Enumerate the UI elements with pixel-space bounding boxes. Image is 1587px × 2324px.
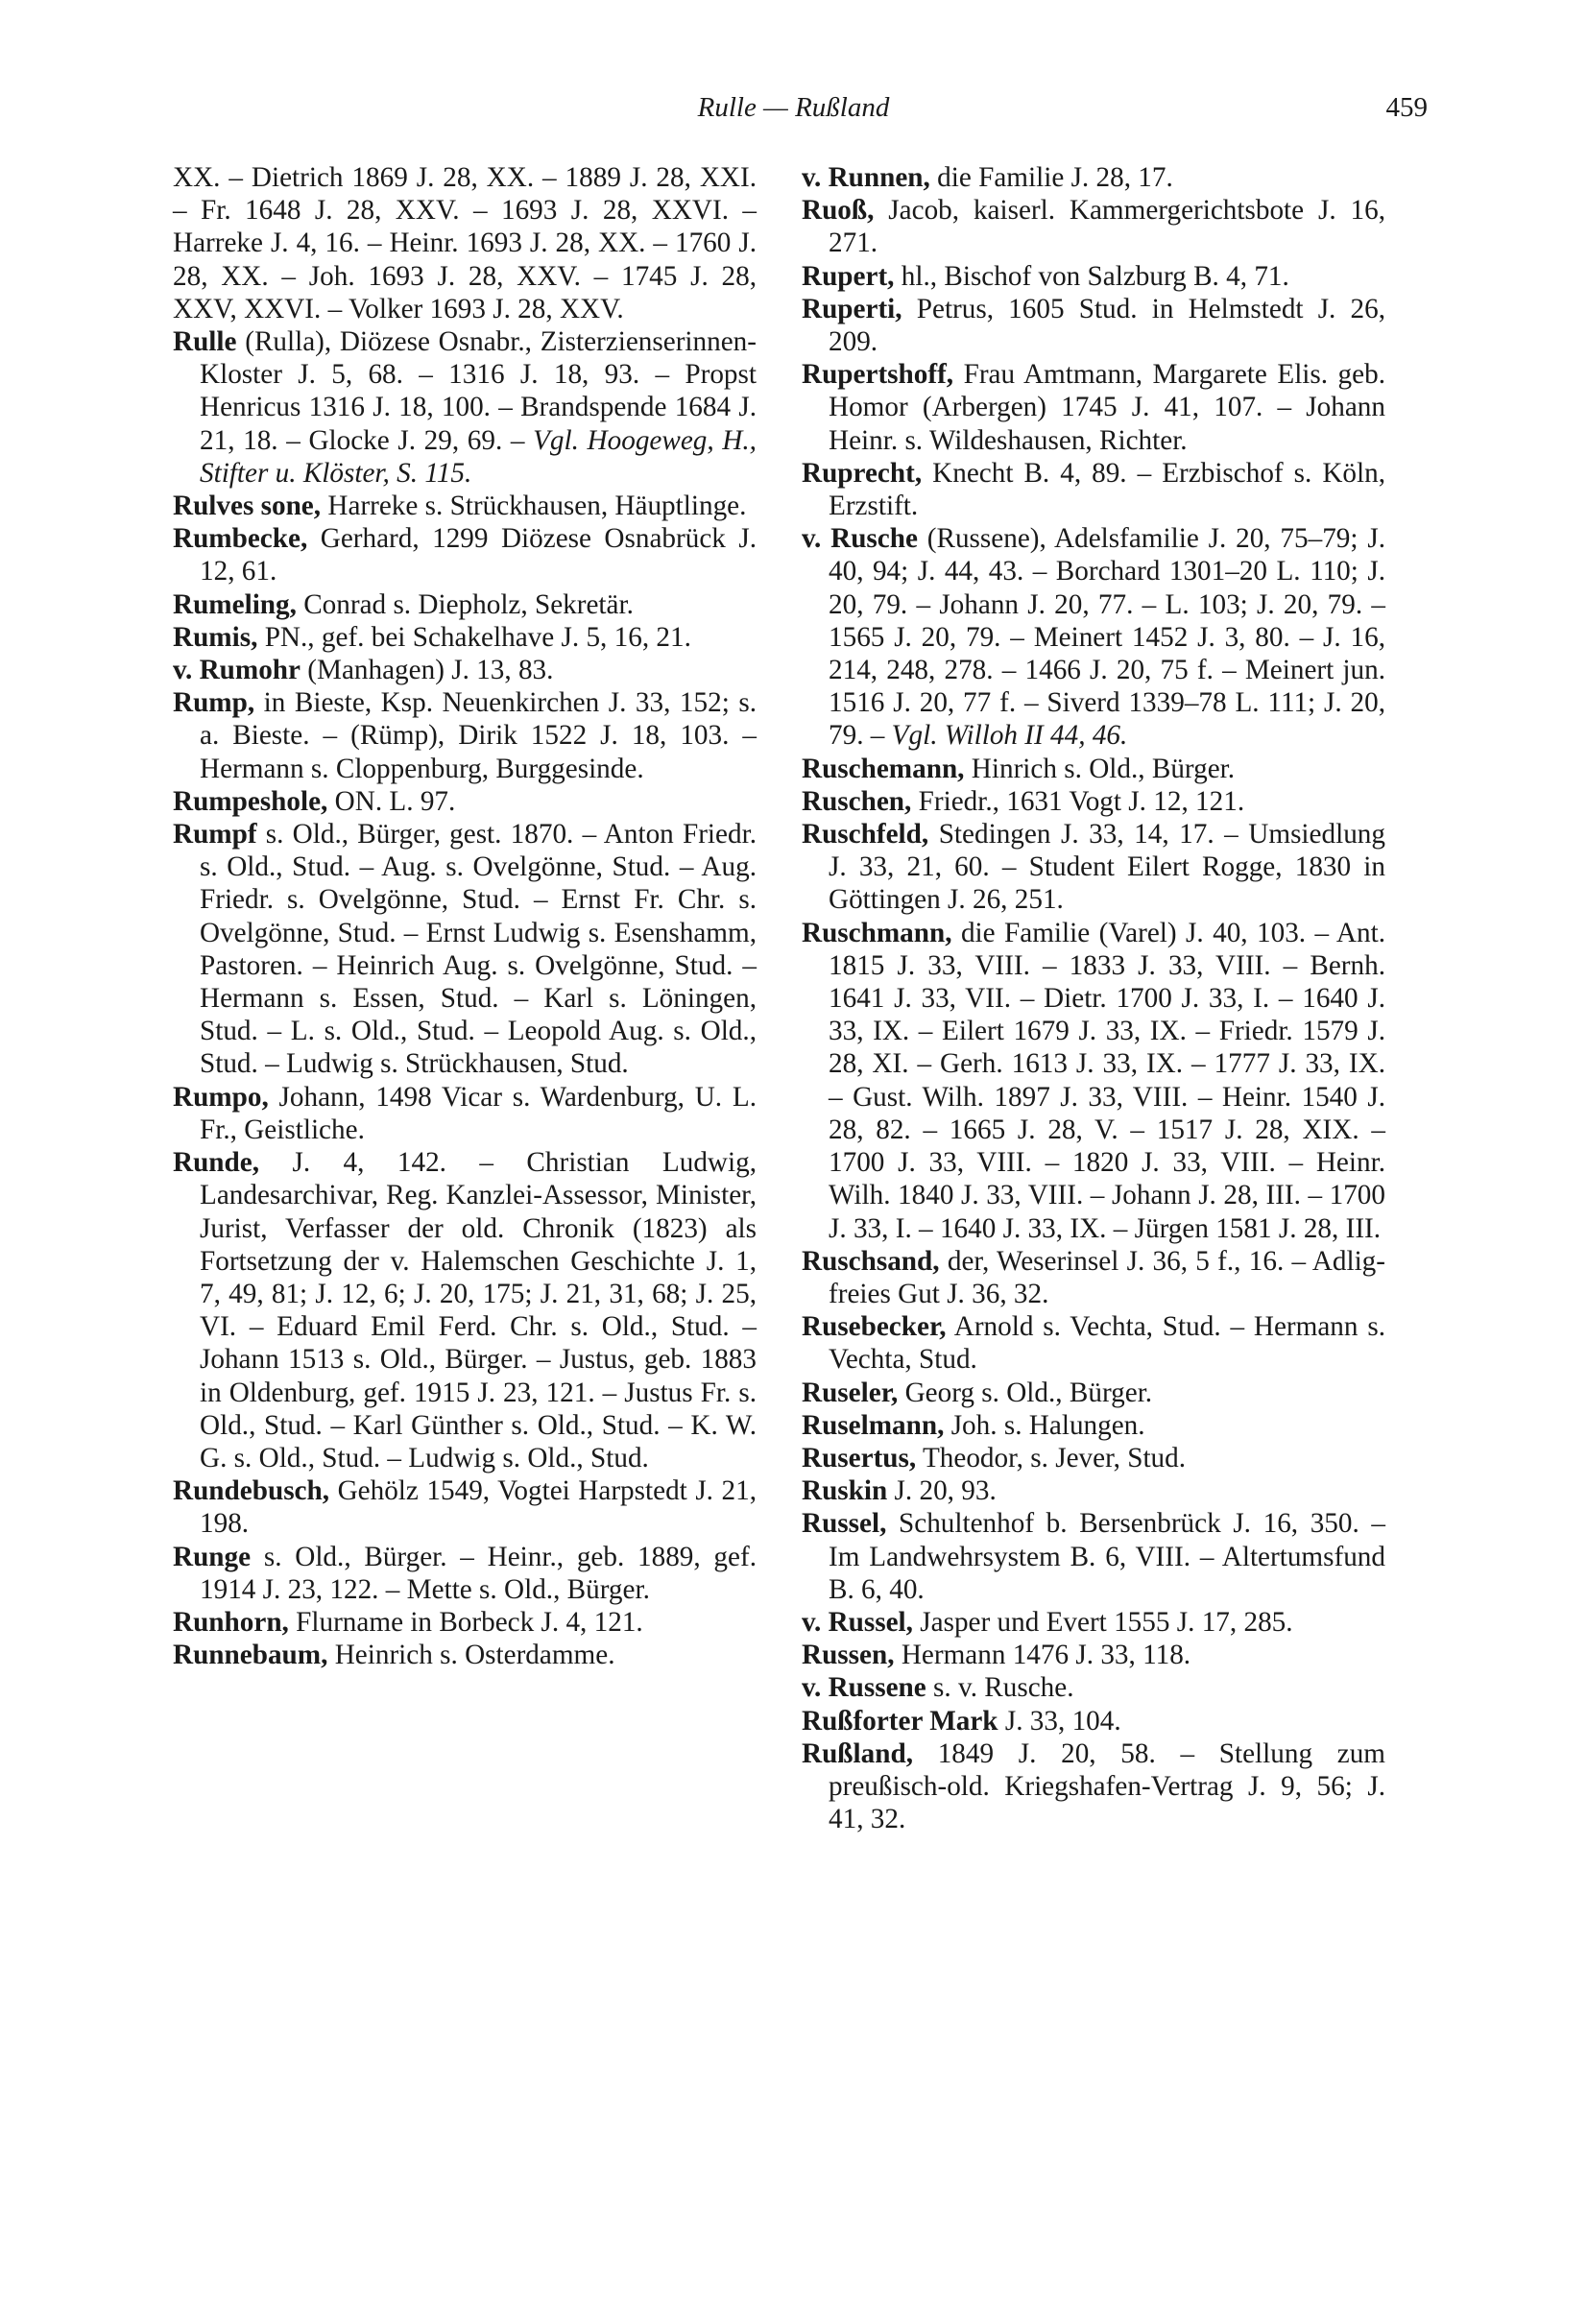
index-entry <box>802 753 1385 785</box>
index-entry <box>802 358 1385 457</box>
entry-text: s. Old., Bürger. – Heinr., geb. 1889, gef. 1914 J. 23, 122. – Mette s. Old., Bürger. <box>200 1541 757 1605</box>
entry-text: die Familie J. 28, 17. <box>929 162 1173 193</box>
entry-headword: Rupertshoff, <box>802 359 954 391</box>
index-entry <box>802 917 1385 1245</box>
entry-headword: Ruskin <box>802 1475 888 1507</box>
index-entry <box>802 522 1385 752</box>
entry-text: der, Weserinsel J. 36, 5 f., 16. – Adlig-freies Gut J. 36, 32. <box>829 1245 1385 1309</box>
index-entry <box>802 260 1385 293</box>
entry-text: (Russene), Adelsfamilie J. 20, 75–79; J. 40, 94; J. 44, 43. – Borchard 1301–20 L. 110; J. 20, 79. – Johann J. 20, 77. – L. 103; J. 20, 79. – 1565 J. 20, 79. – Meinert 1452 J. 3, 80. – J. 16, 214, 248, 278. – 1466 J. 20, 75 f. – Meinert jun. 1516 J. 20, 77 f. – Siverd 1339–78 L. 111; J. 20, 79. – <box>829 523 1385 752</box>
entry-text: J. 33, 104. <box>998 1705 1121 1737</box>
entry-text: Georg s. Old., Bürger. <box>898 1377 1153 1408</box>
entry-headword: Rumpf <box>173 819 257 851</box>
index-entry <box>802 1474 1385 1507</box>
right-column <box>802 161 1385 1835</box>
entry-text: Frau Amtmann, Margarete Elis. geb. Homor (Arbergen) 1745 J. 41, 107. – Johann Heinr. s. Wildeshausen, Richter. <box>829 359 1385 456</box>
index-entry <box>802 1639 1385 1671</box>
entry-text: Friedr., 1631 Vogt J. 12, 121. <box>911 785 1245 817</box>
entry-headword: Ruselmann, <box>802 1409 945 1441</box>
entry-headword: Rupert, <box>802 260 895 292</box>
entry-text: Theodor, s. Jever, Stud. <box>916 1442 1187 1473</box>
page-number: 459 <box>1385 92 1428 123</box>
entry-headword: Runde, <box>173 1147 260 1179</box>
index-entry <box>173 1081 757 1146</box>
entry-headword: Ruschen, <box>802 785 912 817</box>
entry-text: XX. – Dietrich 1869 J. 28, XX. – 1889 J. 28, XXI. – Fr. 1648 J. 28, XXV. – 1693 J. 28, XXVI. – Harreke J. 4, 16. – Heinr. 1693 J. 28, XX. – 1760 J. 28, XX. – Joh. 1693 J. 28, XXV. – 1745 J. 28, XXV, XXVI. – Volker 1693 J. 28, XXV. <box>173 162 757 324</box>
index-entry <box>802 1737 1385 1836</box>
entry-text: (Rulla), Diözese Osnabr., Zisterzienserinnen-Kloster J. 5, 68. – 1316 J. 18, 93. – Propst Henricus 1316 J. 18, 100. – Brandspende 1684 J. 21, 18. – Glocke J. 29, 69. – <box>200 326 757 456</box>
index-entry <box>173 1146 757 1474</box>
index-entry <box>802 293 1385 358</box>
entry-text: Knecht B. 4, 89. – Erzbischof s. Köln, Erzstift. <box>829 457 1385 522</box>
index-entry <box>802 785 1385 818</box>
entry-headword: Rundebusch, <box>173 1475 330 1507</box>
index-entry <box>802 161 1385 194</box>
index-entry <box>802 1409 1385 1442</box>
index-entry <box>173 686 757 785</box>
entry-headword: Rumpo, <box>173 1081 269 1113</box>
entry-headword: Rumbecke, <box>173 523 308 555</box>
entry-headword: Runnebaum, <box>173 1640 328 1671</box>
entry-headword: Ruperti, <box>802 293 902 324</box>
entry-headword: Rumpeshole, <box>173 785 328 817</box>
index-entry <box>802 1671 1385 1704</box>
index-entry <box>173 490 757 522</box>
entry-headword: Rusertus, <box>802 1442 917 1473</box>
entry-text: Gerhard, 1299 Diözese Osnabrück J. 12, 61. <box>200 523 757 587</box>
entry-text: Jacob, kaiserl. Kammergerichtsbote J. 16, 271. <box>829 195 1385 259</box>
entry-headword: Ruschmann, <box>802 917 952 948</box>
index-entry <box>802 1377 1385 1409</box>
entry-headword: Rußforter Mark <box>802 1705 998 1737</box>
entry-text: Harreke s. Strückhausen, Häuptlinge. <box>321 491 747 522</box>
entry-headword: Ruoß, <box>802 195 875 227</box>
entry-text: s. v. Rusche. <box>926 1672 1074 1704</box>
entry-headword: v. Rusche <box>802 523 918 555</box>
entry-reference: Vgl. Hoogeweg, H., Stifter u. Klöster, S. 115. <box>200 424 757 489</box>
entry-text: in Bieste, Ksp. Neuenkirchen J. 33, 152; s. a. Bieste. – (Rümp), Dirik 1522 J. 18, 103. – Hermann s. Cloppenburg, Burggesinde. <box>200 687 757 784</box>
entry-text: 1849 J. 20, 58. – Stellung zum preußisch-old. Kriegshafen-Vertrag J. 9, 56; J. 41, 32. <box>829 1737 1385 1835</box>
entry-headword: Ruseler, <box>802 1377 899 1408</box>
entry-text: Hermann 1476 J. 33, 118. <box>894 1640 1191 1671</box>
entry-headword: Rulle <box>173 326 237 358</box>
entry-text: Jasper und Evert 1555 J. 17, 285. <box>912 1606 1293 1638</box>
index-entry <box>802 1705 1385 1737</box>
index-entry <box>173 621 757 654</box>
index-entry <box>802 818 1385 917</box>
index-entry <box>173 325 757 490</box>
entry-headword: Ruprecht, <box>802 457 923 489</box>
index-entry <box>173 161 757 325</box>
entry-headword: Russen, <box>802 1640 895 1671</box>
entry-headword: Russel, <box>802 1508 887 1540</box>
entry-text: hl., Bischof von Salzburg B. 4, 71. <box>894 260 1289 292</box>
entry-headword: Runge <box>173 1541 252 1572</box>
entry-text: Flurname in Borbeck J. 4, 121. <box>288 1606 643 1638</box>
entry-headword: Rulves sone, <box>173 491 322 522</box>
page-header <box>0 92 1587 131</box>
entry-text: Gehölz 1549, Vogtei Harpstedt J. 21, 198. <box>200 1475 757 1540</box>
index-entry <box>802 1310 1385 1376</box>
entry-headword: Ruschemann, <box>802 753 965 784</box>
index-entry <box>173 522 757 587</box>
index-entry <box>802 1606 1385 1639</box>
entry-headword: Ruschsand, <box>802 1245 940 1277</box>
entry-text: Schultenhof b. Bersenbrück J. 16, 350. – Im Landwehrsystem B. 6, VIII. – Altertumsfund B. 6, 40. <box>829 1508 1385 1605</box>
entry-text: (Manhagen) J. 13, 83. <box>300 655 554 686</box>
index-entry <box>173 654 757 686</box>
entry-headword: Rumis, <box>173 621 258 653</box>
index-entry <box>173 588 757 621</box>
entry-text: ON. L. 97. <box>327 785 456 817</box>
entry-headword: Rusebecker, <box>802 1311 947 1343</box>
entry-headword: v. Rumohr <box>173 655 301 686</box>
entry-headword: v. Russel, <box>802 1606 913 1638</box>
entry-reference: Vgl. Willoh II 44, 46. <box>891 720 1128 752</box>
index-entry <box>173 1606 757 1639</box>
entry-text: J. 20, 93. <box>887 1475 997 1507</box>
entry-headword: Rußland, <box>802 1737 914 1769</box>
entry-text: s. Old., Bürger, gest. 1870. – Anton Friedr. s. Old., Stud. – Aug. s. Ovelgönne, Stud. – Aug. Friedr. s. Ovelgönne, Stud. – Ernst Fr. Chr. s. Ovelgönne, Stud. – Ernst Ludwig s. Esenshamm, Pastoren. – Heinrich Aug. s. Ovelgönne, Stud. – Hermann s. Essen, Stud. – Karl s. Löningen, Stud. – L. s. Old., Stud. – Leopold Aug. s. Old., Stud. – Ludwig s. Strückhausen, Stud. <box>200 819 757 1080</box>
entry-text: Petrus, 1605 Stud. in Helmstedt J. 26, 209. <box>829 293 1385 358</box>
entry-text: Stedingen J. 33, 14, 17. – Umsiedlung J. 33, 21, 60. – Student Eilert Rogge, 1830 in Göttingen J. 26, 251. <box>829 819 1385 916</box>
index-entry <box>173 1541 757 1606</box>
entry-headword: Rump, <box>173 687 255 719</box>
index-entry <box>802 194 1385 259</box>
index-entry <box>173 1639 757 1671</box>
index-entry <box>802 1442 1385 1474</box>
entry-headword: v. Russene <box>802 1672 926 1704</box>
entry-headword: Ruschfeld, <box>802 819 929 851</box>
running-title: Rulle — Rußland <box>697 92 890 123</box>
left-column <box>173 161 757 1671</box>
entry-text: J. 4, 142. – Christian Ludwig, Landesarchivar, Reg. Kanzlei-Assessor, Minister, Jurist, Verfasser der old. Chronik (1823) als Fortsetzung der v. Halemschen Geschichte J. 1, 7, 49, 81; J. 12, 6; J. 20, 175; J. 21, 31, 68; J. 25, VI. – Eduard Emil Ferd. Chr. s. Old., Stud. – Johann 1513 s. Old., Bürger. – Justus, geb. 1883 in Oldenburg, gef. 1915 J. 23, 121. – Justus Fr. s. Old., Stud. – Karl Günther s. Old., Stud. – K. W. G. s. Old., Stud. – Ludwig s. Old., Stud. <box>200 1147 757 1473</box>
entry-text: Johann, 1498 Vicar s. Wardenburg, U. L. Fr., Geistliche. <box>200 1081 757 1145</box>
index-entry <box>802 1245 1385 1310</box>
index-entry <box>173 818 757 1081</box>
entry-text: Hinrich s. Old., Bürger. <box>964 753 1236 784</box>
index-entry <box>173 1474 757 1540</box>
entry-text: Arnold s. Vechta, Stud. – Hermann s. Vechta, Stud. <box>829 1311 1385 1376</box>
entry-text: Heinrich s. Osterdamme. <box>327 1640 615 1671</box>
index-entry <box>173 785 757 818</box>
index-entry <box>802 1507 1385 1606</box>
index-entry <box>802 457 1385 522</box>
entry-text: PN., gef. bei Schakelhave J. 5, 16, 21. <box>257 621 691 653</box>
entry-headword: Rumeling, <box>173 588 297 620</box>
entry-text: die Familie (Varel) J. 40, 103. – Ant. 1815 J. 33, VIII. – 1833 J. 33, VIII. – Bernh. 1641 J. 33, VII. – Dietr. 1700 J. 33, I. – 1640 J. 33, IX. – Eilert 1679 J. 33, IX. – Friedr. 1579 J. 28, XI. – Gerh. 1613 J. 33, IX. – 1777 J. 33, IX. – Gust. Wilh. 1897 J. 33, VIII. – Heinr. 1540 J. 28, 82. – 1665 J. 28, V. – 1517 J. 28, XIX. – 1700 J. 33, VIII. – 1820 J. 33, VIII. – Heinr. Wilh. 1840 J. 33, VIII. – Johann J. 28, III. – 1700 J. 33, I. – 1640 J. 33, IX. – Jürgen 1581 J. 28, III. <box>829 917 1385 1244</box>
entry-text: Joh. s. Halungen. <box>944 1409 1145 1441</box>
entry-headword: v. Runnen, <box>802 162 930 193</box>
entry-text: Conrad s. Diepholz, Sekretär. <box>296 588 634 620</box>
entry-headword: Runhorn, <box>173 1606 289 1638</box>
